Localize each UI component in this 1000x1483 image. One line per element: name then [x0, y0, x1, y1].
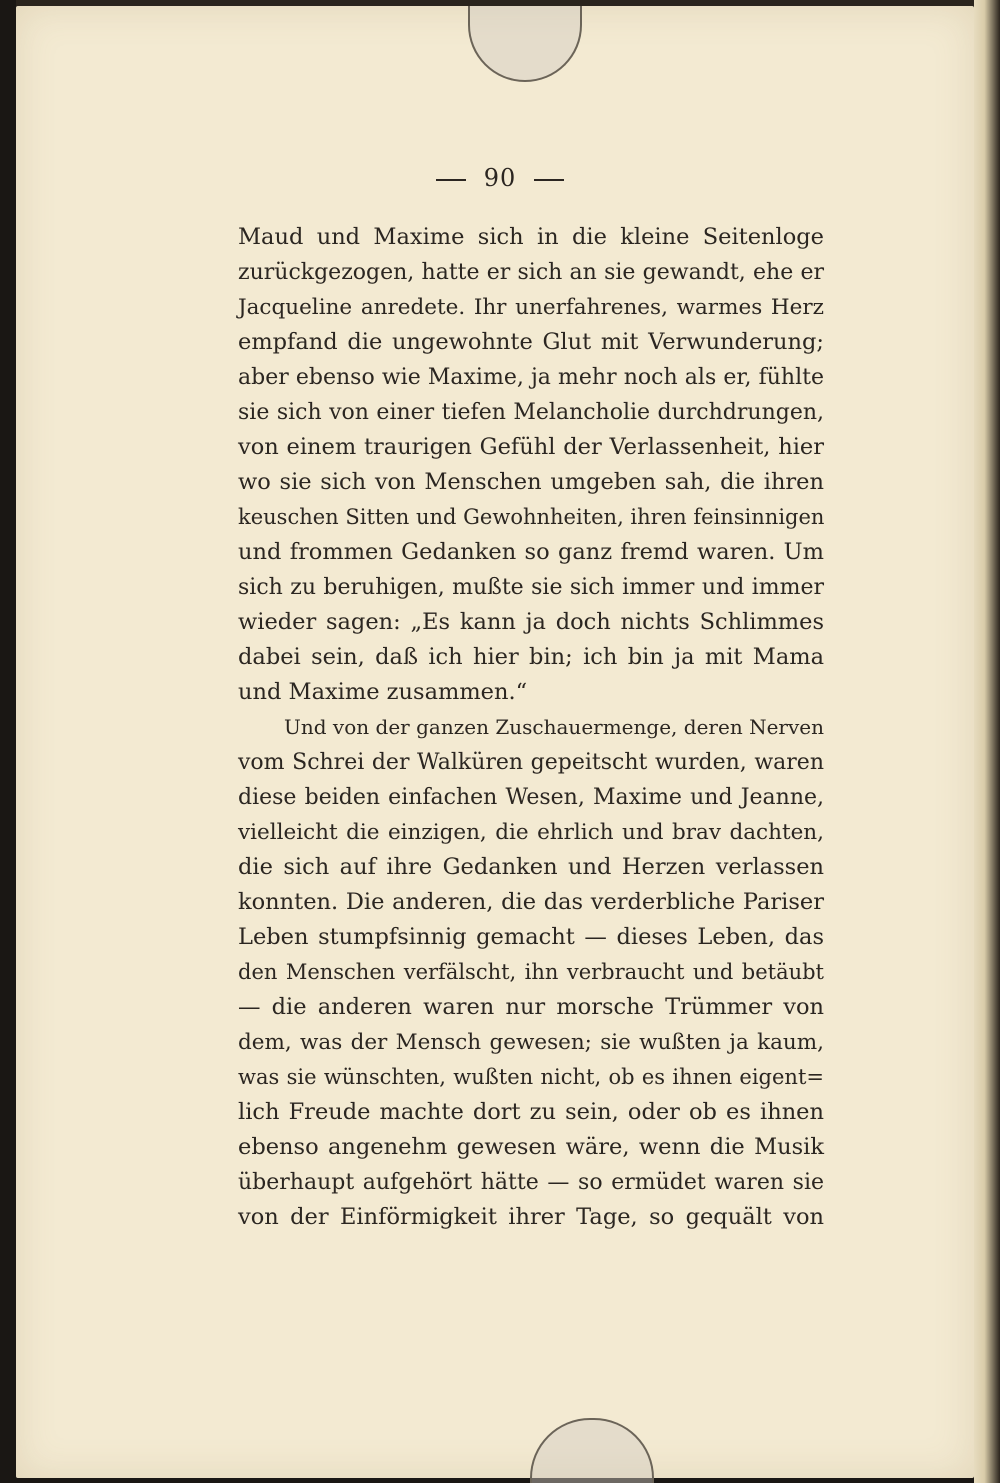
text-line: — die anderen waren nur morsche Trümmer von: [238, 994, 824, 1020]
text-line: ebenso angenehm gewesen wäre, wenn die Musik: [238, 1134, 824, 1160]
text-line: den Menschen verfälscht, ihn verbraucht und betäubt: [238, 960, 824, 984]
text-line: lich Freude machte dort zu sein, oder ob es ihnen: [238, 1099, 824, 1125]
text-line: wieder sagen: „Es kann ja doch nichts Schlimmes: [238, 609, 824, 635]
text-line: von der Einförmigkeit ihrer Tage, so gequält von: [238, 1204, 824, 1230]
text-line: empfand die ungewohnte Glut mit Verwunderung;: [238, 329, 824, 355]
text-line: die sich auf ihre Gedanken und Herzen verlassen: [238, 854, 824, 880]
text-line: Maud und Maxime sich in die kleine Seitenloge: [238, 224, 824, 250]
text-line: sie sich von einer tiefen Melancholie durchdrungen,: [238, 400, 824, 425]
text-line: Jacqueline anredete. Ihr unerfahrenes, warmes Herz: [238, 295, 824, 320]
text-line: wo sie sich von Menschen umgeben sah, die ihren: [238, 469, 824, 495]
text-line: überhaupt aufgehört hätte — so ermüdet waren sie: [238, 1170, 824, 1195]
text-line: dem, was der Mensch gewesen; sie wußten ja kaum,: [238, 1030, 824, 1055]
text-line: Leben stumpfsinnig gemacht — dieses Leben, das: [238, 924, 824, 950]
text-line: von einem traurigen Gefühl der Verlassenheit, hier: [238, 434, 824, 460]
text-line: vom Schrei der Walküren gepeitscht wurden, waren: [238, 750, 824, 775]
text-line: was sie wünschten, wußten nicht, ob es ihnen eigent=: [238, 1065, 824, 1089]
text-line: konnten. Die anderen, die das verderbliche Pariser: [238, 889, 824, 915]
text-line: keuschen Sitten und Gewohnheiten, ihren feinsinnigen: [238, 505, 825, 529]
text-line: vielleicht die einzigen, die ehrlich und brav dachten,: [238, 820, 824, 845]
text-line-paragraph-end: und Maxime zusammen.“: [238, 679, 528, 705]
text-line: zurückgezogen, hatte er sich an sie gewandt, ehe er: [238, 260, 824, 285]
text-line: sich zu beruhigen, mußte sie sich immer und immer: [238, 575, 824, 600]
page-number-dash-right: [534, 179, 564, 181]
text-line: aber ebenso wie Maxime, ja mehr noch als er, fühlte: [238, 365, 824, 390]
text-line: diese beiden einfachen Wesen, Maxime und Jeanne,: [238, 785, 824, 810]
text-line: und frommen Gedanken so ganz fremd waren. Um: [238, 539, 824, 565]
text-line-paragraph-start: Und von der ganzen Zuschauermenge, deren Nerven: [284, 715, 824, 739]
body-text: [238, 220, 824, 1235]
page-number-value: 90: [483, 164, 517, 192]
page-number-dash-left: [436, 179, 466, 181]
page-number: [0, 164, 1000, 192]
text-line: dabei sein, daß ich hier bin; ich bin ja mit Mama: [238, 644, 824, 670]
page-right-edge: [974, 0, 1000, 1483]
